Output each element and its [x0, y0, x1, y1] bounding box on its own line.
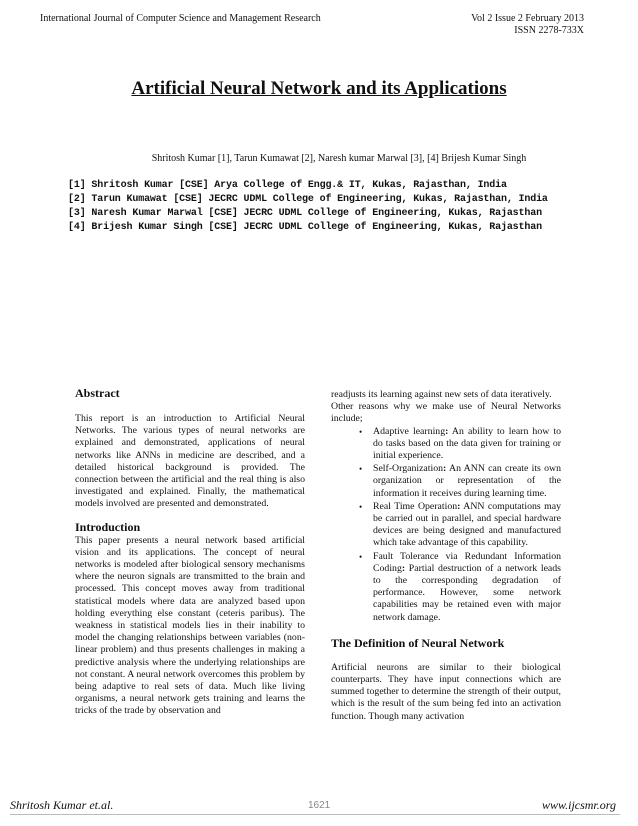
author-list: Shritosh Kumar [1], Tarun Kumawat [2], Naresh kumar Marwal [3], [4] Brijesh Kumar Singh [151, 153, 527, 164]
bullet-icon: • [359, 426, 363, 437]
list-item [361, 551, 561, 624]
bullet-icon: • [359, 501, 363, 512]
introduction-heading: Introduction [75, 519, 141, 534]
list-item [361, 463, 561, 500]
affiliation-list [68, 179, 548, 235]
footer-website: www.ijcsmr.org [541, 798, 616, 812]
left-column [75, 386, 305, 718]
introduction-text: This paper presents a neural network based artificial vision and its applications. The concept of neural networks is modeled after biological sensory mechanisms where the neuron signals are transmitted to the brain and processed. This concept moves away from traditional statistical models where data are analyzed based upon holding everything else constant (ceteris paribus). The weakness in statistical models lies in their inability to model the changing relationships between variables (non-linear problem) and thus presents challenges in making a predictive analysis where the underlying relationships are not constant. A neural network overcomes this problem by being adaptive to real sets of data. Much like living organisms, a neural network gets training and learns the tricks of the trade by observation and [75, 534, 305, 717]
issn-line: ISSN 2278-733X [514, 25, 584, 36]
bullet-icon: • [359, 464, 363, 475]
bullet-icon: • [359, 551, 363, 562]
bullet-separator: : [457, 500, 461, 512]
list-item [361, 501, 561, 550]
affiliation-item: [2] Tarun Kumawat [CSE] JECRC UDML College of Engineering, Kukas, Rajasthan, India [68, 194, 548, 205]
right-column [331, 389, 561, 723]
issue-line: Vol 2 Issue 2 February 2013 [471, 13, 584, 24]
bullet-term: Self-Organization [373, 463, 444, 475]
affiliation-item: [3] Naresh Kumar Marwal [CSE] JECRC UDML College of Engineering, Kukas, Rajasthan [68, 208, 542, 219]
bullet-separator: : [401, 562, 406, 574]
affiliation-item: [4] Brijesh Kumar Singh [CSE] JECRC UDML College of Engineering, Kukas, Rajasthan [68, 222, 542, 233]
reasons-intro: Other reasons why we make use of Neural Networks include; [331, 401, 561, 425]
list-item [361, 426, 561, 463]
bullet-term: Real Time Operation [373, 500, 458, 512]
definition-text: Artificial neurons are similar to their biological counterparts. They have input connections which are summed together to determine the strength of their output, which is the result of the sum being fed into an activation function. Though many activation [331, 661, 561, 722]
bullet-text: Partial destruction of a network leads to the corresponding degradation of performance. However, some network capabilities may be retained even with major network damage. [373, 562, 561, 623]
journal-name: International Journal of Computer Science and Management Research [40, 13, 321, 24]
issue-info [471, 13, 584, 37]
reasons-list [331, 426, 561, 624]
abstract-text: This report is an introduction to Artificial Neural Networks. The various types of neural networks are explained and demonstrated, applications of neural networks like ANNs in medicine are described, and a detailed historical background is provided. The connection between the artificial and the real thing is also investigated and explained. Finally, the mathematical models involved are presented and demonstrated. [75, 413, 305, 510]
paper-title: Artificial Neural Network and its Applications [131, 78, 507, 99]
bullet-term: Adaptive learning [373, 425, 446, 437]
continuation-text: readjusts its learning against new sets of data iteratively. [331, 389, 552, 400]
footer-author: Shritosh Kumar et.al. [10, 798, 114, 812]
definition-heading: The Definition of Neural Network [331, 635, 505, 650]
abstract-heading: Abstract [75, 386, 120, 400]
bullet-separator: : [445, 425, 449, 437]
bullet-text: ANN computations may be carried out in parallel, and special hardware devices are being designed and manufactured which take advantage of this capability. [373, 500, 561, 549]
bullet-text: An ability to learn how to do tasks based on the data given for training or initial experience. [373, 425, 561, 462]
affiliation-item: [1] Shritosh Kumar [CSE] Arya College of Engg.& IT, Kukas, Rajasthan, India [68, 180, 507, 191]
bullet-term: Fault Tolerance via Redundant Information Coding [373, 550, 561, 574]
page-number: 1621 [308, 800, 331, 811]
footer-divider [10, 814, 620, 815]
bullet-separator: : [443, 463, 447, 475]
bullet-text: An ANN can create its own organization or representation of the information it receives during learning time. [373, 463, 561, 499]
